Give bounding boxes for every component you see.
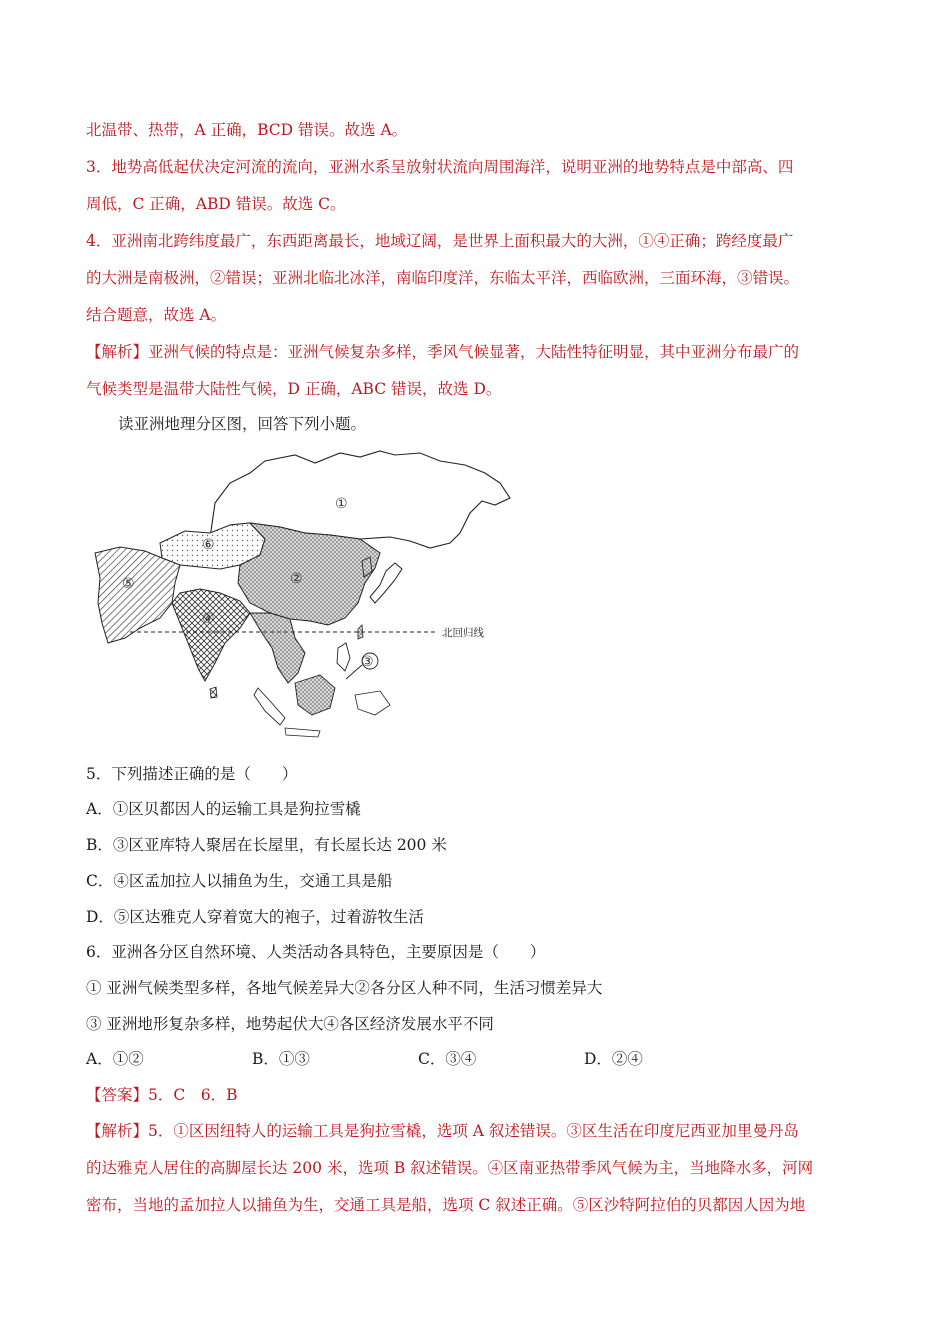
region-west-asia <box>95 547 180 643</box>
region-southeast-asia <box>250 613 305 683</box>
question-6-option: A．①② <box>86 1050 144 1068</box>
question-6-stem: 6．亚洲各分区自然环境、人类活动各具特色，主要原因是（ ） <box>86 943 546 961</box>
answer-key: 【答案】5．C 6．B <box>86 1086 238 1104</box>
question-5-option: A．①区贝都因人的运输工具是狗拉雪橇 <box>86 800 361 818</box>
question-6-option: C．③④ <box>418 1050 477 1068</box>
question-5-option: B．③区亚库特人聚居在长屋里，有长屋长达 200 米 <box>86 836 447 854</box>
answer-line: 4．亚洲南北跨纬度最广，东西距离最长，地域辽阔，是世界上面积最大的大洲，①④正确；跨经度最广 <box>86 232 794 250</box>
analysis-line: 密布，当地的孟加拉人以捕鱼为生，交通工具是船，选项 C 叙述正确。⑤区沙特阿拉伯的贝都因人因为地 <box>86 1196 806 1214</box>
answer-line: 周低，C 正确，ABD 错误。故选 C。 <box>86 195 346 213</box>
analysis-line: 气候类型是温带大陆性气候，D 正确，ABC 错误，故选 D。 <box>86 380 502 398</box>
question-5-stem: 5．下列描述正确的是（ ） <box>86 765 298 783</box>
sri-lanka-island <box>210 687 217 698</box>
region-label-1: ① <box>335 496 348 512</box>
analysis-text: 5．①区因纽特人的运输工具是狗拉雪橇，选项 A 叙述错误。③区生活在印度尼西亚加里曼丹岛 <box>148 1122 799 1140</box>
region-label-5: ⑤ <box>122 576 135 592</box>
answer-line: 北温带、热带，A 正确，BCD 错误。故选 A。 <box>86 121 408 139</box>
analysis-text: 亚洲气候的特点是：亚洲气候复杂多样，季风气候显著，大陆性特征明显，其中亚洲分布最广的 <box>148 343 800 361</box>
question-6-statement: ③ 亚洲地形复杂多样，地势起伏大④各区经济发展水平不同 <box>86 1015 494 1033</box>
answer-line: 结合题意，故选 A。 <box>86 306 227 324</box>
borneo-island <box>295 675 335 715</box>
question-5-option: C．④区孟加拉人以捕鱼为生，交通工具是船 <box>86 872 393 890</box>
analysis-tag: 【解析】 <box>86 343 149 361</box>
analysis-line: 的达雅克人居住的高脚屋长达 200 米，选项 B 叙述错误。④区南亚热带季风气候为主，当地降水多，河网 <box>86 1159 814 1177</box>
region-label-3: ③ <box>361 654 374 670</box>
question-6-statement: ① 亚洲气候类型多样，各地气候差异大②各分区人种不同，生活习惯差异大 <box>86 979 603 997</box>
analysis-block-1 <box>86 340 799 362</box>
analysis-block-2 <box>86 1119 799 1141</box>
new-guinea-island <box>355 691 390 715</box>
tropic-label: 北回归线 <box>442 627 484 639</box>
question-5-option: D．⑤区达雅克人穿着宽大的袍子，过着游牧生活 <box>86 908 424 926</box>
question-6-option: D．②④ <box>584 1050 643 1068</box>
region-label-4: ④ <box>202 611 215 627</box>
region-label-6: ⑥ <box>202 537 215 553</box>
label-3-leader <box>346 665 362 679</box>
java-island <box>285 728 320 737</box>
question-6-option: B．①③ <box>252 1050 310 1068</box>
answer-line: 的大洲是南极洲，②错误；亚洲北临北冰洋，南临印度洋，东临太平洋，西临欧洲，三面环海，③错误。 <box>86 269 800 287</box>
map-intro: 读亚洲地理分区图，回答下列小题。 <box>118 415 367 433</box>
region-label-2: ② <box>290 571 303 587</box>
analysis-tag: 【解析】 <box>86 1122 149 1140</box>
region-south-asia <box>172 589 250 681</box>
asia-region-map <box>90 443 530 743</box>
answer-line: 3．地势高低起伏决定河流的流向，亚洲水系呈放射状流向周围海洋，说明亚洲的地势特点是中部高、四 <box>86 158 794 176</box>
sumatra-island <box>254 688 285 725</box>
philippines-islands <box>337 643 350 671</box>
